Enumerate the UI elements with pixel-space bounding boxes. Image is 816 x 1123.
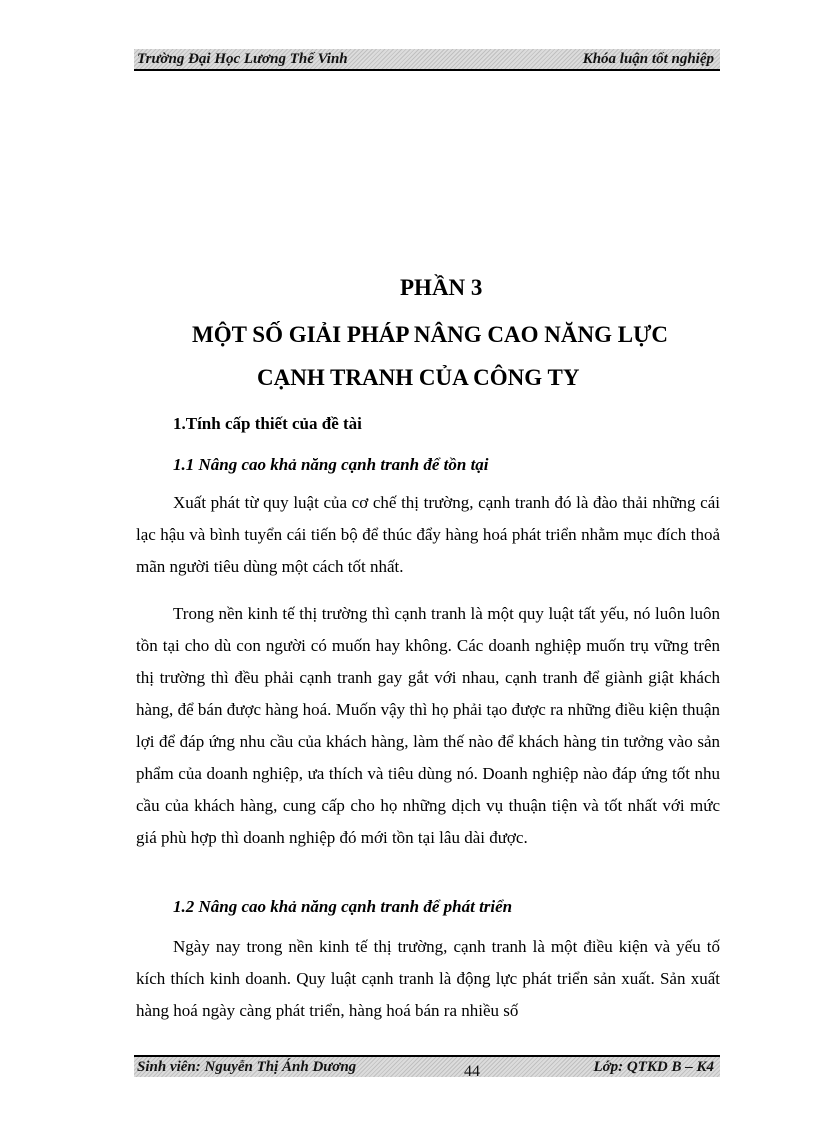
part-title-line-1: MỘT SỐ GIẢI PHÁP NÂNG CAO NĂNG LỰC bbox=[192, 322, 668, 347]
footer-student-name: Sinh viên: Nguyễn Thị Ánh Dương bbox=[137, 1059, 357, 1075]
header-school-name: Trường Đại Học Lương Thế Vinh bbox=[137, 51, 348, 67]
section-heading: 1.Tính cấp thiết của đề tài bbox=[173, 414, 362, 433]
subsection-heading-1-1: 1.1 Nâng cao khả năng cạnh tranh để tồn tại bbox=[173, 455, 489, 474]
page-number: 44 bbox=[464, 1063, 480, 1080]
subsection-heading-1-2: 1.2 Nâng cao khả năng cạnh tranh để phát triển bbox=[173, 897, 513, 916]
body-paragraph-2: Trong nền kinh tế thị trường thì cạnh tranh là một quy luật tất yếu, nó luôn luôn tồn tại cho dù con người có muốn hay không. Các doanh nghiệp muốn trụ vững trên thị trường thì đều phải cạnh tranh gay gắt với nhau, cạnh tranh để giành giật khách hàng, để bán được hàng hoá. Muốn vậy thì họ phải tạo được ra những điều kiện thuận lợi để đáp ứng nhu cầu của khách hàng, làm thế nào để khách hàng tin tưởng vào sản phẩm của doanh nghiệp, ưa thích và tiêu dùng nó. Doanh nghiệp nào đáp ứng tốt nhu cầu của khách hàng, cung cấp cho họ những dịch vụ thuận tiện và tốt nhất với mức giá phù hợp thì doanh nghiệp đó mới tồn tại lâu dài được. bbox=[136, 604, 720, 847]
footer-class-label: Lớp: QTKD B – K4 bbox=[593, 1059, 714, 1075]
body-paragraph-3: Ngày nay trong nền kinh tế thị trường, cạnh tranh là một điều kiện và yếu tố kích thích kinh doanh. Quy luật cạnh tranh là động lực phát triển sản xuất. Sản xuất hàng hoá ngày càng phát triển, hàng hoá bán ra nhiều số bbox=[136, 937, 720, 1020]
header-thesis-label: Khóa luận tốt nghiệp bbox=[582, 51, 714, 67]
page-footer bbox=[134, 1055, 720, 1080]
body-paragraph-1: Xuất phát từ quy luật của cơ chế thị trường, cạnh tranh đó là đào thải những cái lạc hậu và bình tuyển cái tiến bộ để thúc đẩy hàng hoá phát triển nhằm mục đích thoả mãn người tiêu dùng một cách tốt nhất. bbox=[136, 493, 720, 576]
page-header bbox=[134, 49, 720, 71]
part-title-line-2: CẠNH TRANH CỦA CÔNG TY bbox=[257, 365, 580, 390]
part-label: PHẦN 3 bbox=[400, 275, 483, 300]
